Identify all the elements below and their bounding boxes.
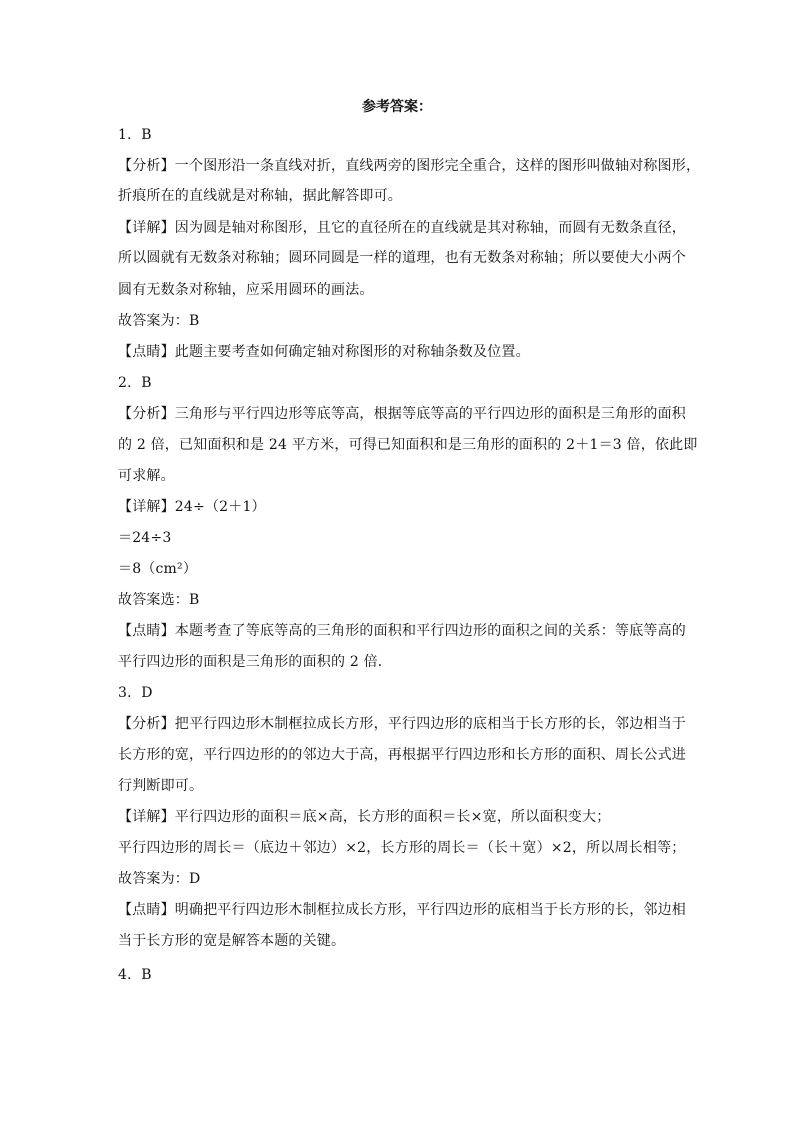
analysis-line: 长方形的宽，平行四边形的的邻边大于高，再根据平行四边形和长方形的面积、周长公式进 <box>118 747 686 763</box>
comment-line: 【点睛】明确把平行四边形木制框拉成长方形，平行四边形的底相当于长方形的长，邻边相 <box>118 902 686 918</box>
detail-line: 【详解】平行四边形的面积＝底×高，长方形的面积＝长×宽，所以面积变大； <box>118 809 611 825</box>
analysis-line: 可求解。 <box>118 468 175 484</box>
detail-line: ＝24÷3 <box>118 530 172 546</box>
analysis-line: 【分析】一个图形沿一条直线对折，直线两旁的图形完全重合，这样的图形叫做轴对称图形， <box>118 158 701 174</box>
comment-line: 当于长方形的宽是解答本题的关键。 <box>118 933 346 949</box>
comment-line: 【点睛】本题考查了等底等高的三角形的面积和平行四边形的面积之间的关系：等底等高的 <box>118 623 686 639</box>
detail-line: 平行四边形的周长＝（底边＋邻边）×2，长方形的周长＝（长＋宽）×2，所以周长相等； <box>118 840 686 856</box>
analysis-line: 行判断即可。 <box>118 778 204 794</box>
analysis-line: 折痕所在的直线就是对称轴，据此解答即可。 <box>118 188 402 204</box>
question-number: 2．B <box>118 375 152 391</box>
analysis-line: 【分析】三角形与平行四边形等底等高，根据等底等高的平行四边形的面积是三角形的面积 <box>118 406 686 422</box>
page-title: 参考答案： <box>362 99 432 115</box>
question-number: 3．D <box>118 685 153 701</box>
detail-line: ＝8（cm²） <box>118 561 198 577</box>
answer-line: 故答案为：D <box>118 871 201 887</box>
analysis-line: 【分析】把平行四边形木制框拉成长方形，平行四边形的底相当于长方形的长，邻边相当于 <box>118 716 686 732</box>
question-number: 1．B <box>118 127 152 143</box>
answer-line: 故答案选：B <box>118 592 200 608</box>
analysis-line: 的 2 倍，已知面积和是 24 平方米，可得已知面积和是三角形的面积的 2＋1＝3 倍，依此即 <box>118 437 698 453</box>
question-number: 4．B <box>118 967 152 983</box>
detail-line: 所以圆就有无数条对称轴；圆环同圆是一样的道理，也有无数条对称轴；所以要使大小两个 <box>118 250 686 266</box>
answer-line: 故答案为：B <box>118 313 200 329</box>
comment-line: 【点睛】此题主要考查如何确定轴对称图形的对称轴条数及位置。 <box>118 344 530 360</box>
detail-line: 【详解】因为圆是轴对称图形，且它的直径所在的直线就是其对称轴，而圆有无数条直径， <box>118 220 686 236</box>
comment-line: 平行四边形的面积是三角形的面积的 2 倍． <box>118 654 393 670</box>
detail-line: 圆有无数条对称轴，应采用圆环的画法。 <box>118 282 374 298</box>
detail-line: 【详解】24÷（2＋1） <box>118 499 266 515</box>
